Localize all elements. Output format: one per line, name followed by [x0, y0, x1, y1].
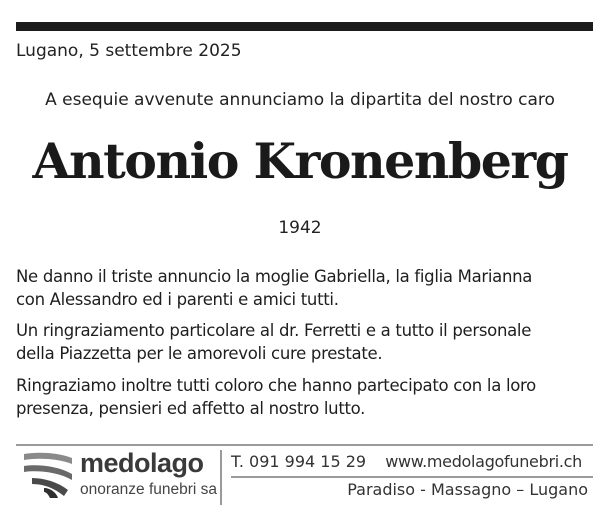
- paragraph-thanks-staff: [16, 319, 591, 365]
- paragraph-announcement: [16, 265, 591, 311]
- paragraph-line: presenza, pensieri ed affetto al nostro lutto.: [16, 399, 366, 418]
- paragraph-line: Ringraziamo inoltre tutti coloro che hanno partecipato con la loro: [16, 376, 536, 395]
- locations: Paradiso - Massagno – Lugano: [347, 480, 588, 499]
- footer-divider: [16, 444, 593, 446]
- place-date: Lugano, 5 settembre 2025: [16, 41, 242, 61]
- paragraph-line: Ne danno il triste annuncio la moglie Gabriella, la figlia Marianna: [16, 267, 533, 286]
- website-link[interactable]: www.medolagofunebri.ch: [385, 452, 582, 471]
- paragraph-line: Un ringraziamento particolare al dr. Ferretti e a tutto il personale: [16, 321, 532, 340]
- footer-vertical-divider: [220, 450, 222, 505]
- paragraph-line: con Alessandro ed i parenti e amici tutti.: [16, 290, 339, 309]
- top-black-bar: [16, 22, 593, 31]
- medolago-wave-logo-icon: [22, 450, 74, 500]
- brand-subtitle: onoranze funebri sa: [80, 481, 218, 498]
- deceased-name: Antonio Kronenberg: [32, 132, 568, 190]
- paragraph-line: della Piazzetta per le amorevoli cure prestate.: [16, 344, 383, 363]
- birth-year: 1942: [278, 218, 322, 238]
- paragraph-thanks-all: [16, 374, 591, 420]
- phone-number: T. 091 994 15 29: [231, 452, 367, 471]
- brand-name: medolago: [80, 448, 204, 478]
- contact-divider: [231, 476, 593, 478]
- intro-text: A esequie avvenute annunciamo la dipartita del nostro caro: [45, 90, 555, 110]
